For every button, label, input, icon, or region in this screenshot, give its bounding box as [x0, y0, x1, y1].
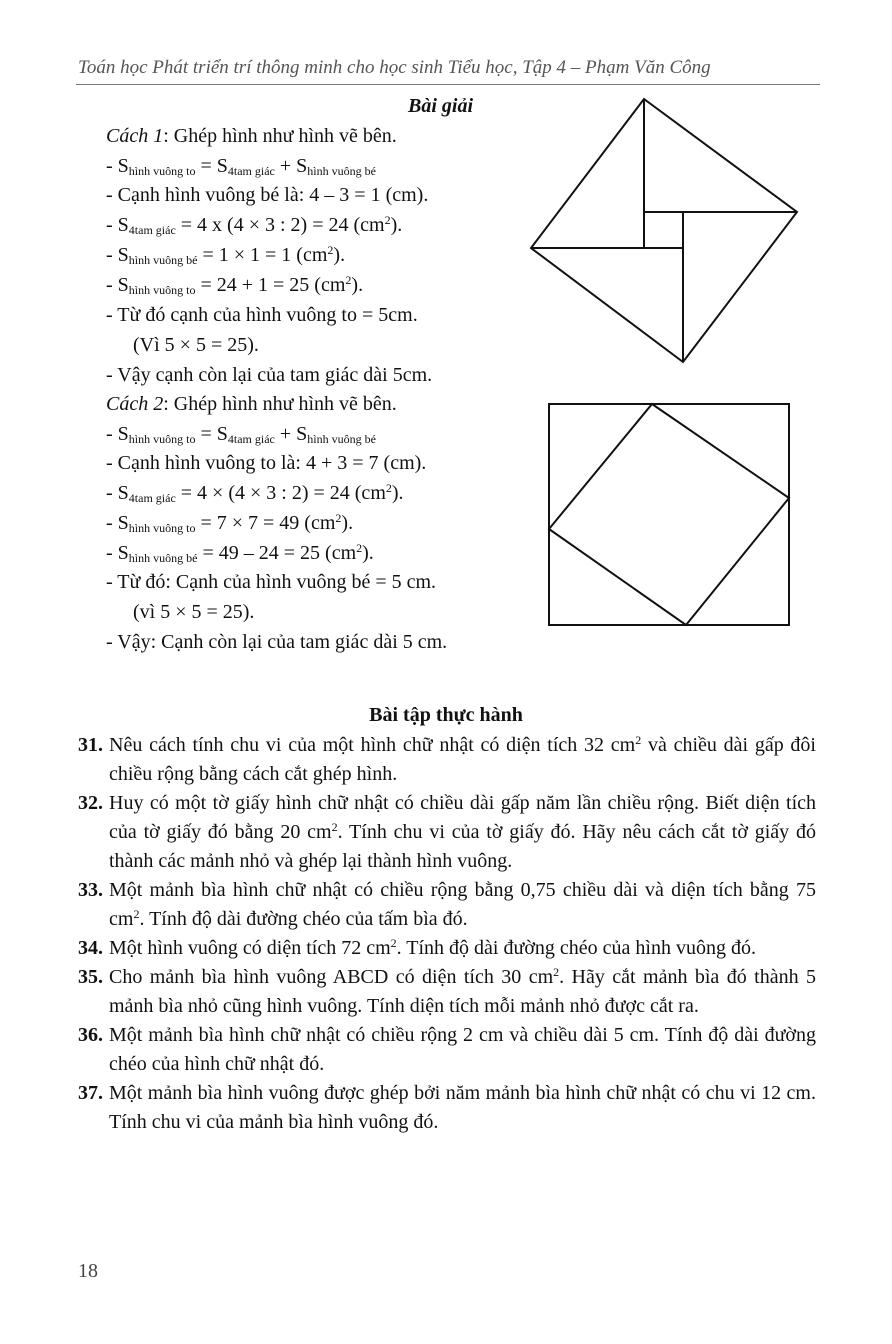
text: ). [390, 214, 403, 236]
subscript: hình vuông to [128, 283, 196, 297]
text: ). [341, 512, 354, 534]
text: - S [106, 482, 129, 504]
text: ). [351, 274, 364, 296]
text: = 24 + 1 = 25 (cm [195, 274, 346, 296]
figure-method2 [540, 395, 800, 635]
subscript: 4tam giác [128, 223, 176, 237]
text: . Tính độ dài đường chéo của tấm bìa đó. [139, 908, 468, 930]
method1-label: Cách 1 [106, 125, 164, 147]
method2-line5 [106, 541, 374, 565]
exercise-number: 37. [78, 1082, 103, 1104]
superscript: 2 [133, 907, 140, 921]
text: - S [106, 244, 129, 266]
subscript: hình vuông to [128, 164, 196, 178]
small-square [644, 212, 683, 248]
big-square-outline [531, 99, 797, 362]
subscript: hình vuông to [128, 432, 196, 446]
superscript: 2 [345, 273, 352, 287]
text: Huy có một tờ giấy hình chữ nhật có chiều dài gấp năm lần chiều rộng. Biết diện tích của tờ giấy đó bằng 20 cm [109, 792, 816, 843]
exercise-text [109, 789, 816, 876]
figure-method1 [520, 90, 810, 370]
exercise-item [78, 963, 816, 1021]
method1-line6: - Từ đó cạnh của hình vuông to = 5cm. [106, 304, 418, 326]
text: - S [106, 512, 129, 534]
text: = S [195, 155, 228, 177]
text: ). [362, 542, 374, 564]
superscript: 2 [385, 481, 392, 495]
outer-square [549, 404, 789, 625]
exercise-item [78, 934, 816, 963]
exercise-text [109, 1021, 816, 1079]
text: = 7 × 7 = 49 (cm [195, 512, 336, 534]
text: - S [106, 542, 129, 564]
subscript: hình vuông bé [307, 432, 376, 446]
method1-line5 [106, 273, 363, 297]
method2-line4 [106, 511, 353, 535]
superscript: 2 [327, 243, 334, 257]
method1-line3 [106, 213, 402, 237]
solution-title: Bài giải [408, 95, 474, 117]
exercise-list [78, 731, 816, 1137]
method2-line6: - Từ đó: Cạnh của hình vuông bé = 5 cm. [106, 571, 437, 593]
superscript: 2 [553, 965, 560, 979]
method2-intro-text: : Ghép hình như hình vẽ bên. [163, 393, 397, 415]
method1-line7: (Vì 5 × 5 = 25). [133, 334, 259, 356]
text: + S [274, 155, 308, 177]
text: Một mảnh bìa hình vuông được ghép bởi năm mảnh bìa hình chữ nhật có chu vi 12 cm. Tính chu vi của mảnh bìa hình vuông đó. [109, 1082, 816, 1133]
exercise-item [78, 1079, 816, 1137]
method1-intro-text: : Ghép hình như hình vẽ bên. [163, 125, 397, 147]
superscript: 2 [356, 541, 363, 555]
text: . Hãy cắt mảnh bìa đó thành 5 mảnh bìa nhỏ cũng hình vuông. Tính diện tích mỗi mảnh nhỏ được cắt ra. [109, 966, 816, 1017]
method1-line1 [106, 154, 376, 178]
exercise-item [78, 876, 816, 934]
superscript: 2 [384, 213, 391, 227]
exercise-item [78, 731, 816, 789]
text: . Tính chu vi của tờ giấy đó. Hãy nêu cách cắt tờ giấy đó thành các mảnh nhỏ và ghép lại thành hình vuông. [109, 821, 816, 872]
header-rule [76, 84, 820, 85]
text: Nêu cách tính chu vi của một hình chữ nhật có diện tích 32 cm [109, 734, 636, 756]
text: - S [106, 274, 129, 296]
subscript: 4tam giác [128, 491, 176, 505]
exercise-number: 32. [78, 792, 103, 814]
exercise-number: 33. [78, 879, 103, 901]
method1-line2: - Cạnh hình vuông bé là: 4 – 3 = 1 (cm). [106, 184, 429, 206]
subscript: hình vuông bé [307, 164, 376, 178]
exercise-text [109, 731, 816, 789]
text: = 49 – 24 = 25 (cm [197, 542, 357, 564]
page-number: 18 [78, 1260, 98, 1282]
text: = S [195, 423, 228, 445]
text: ). [391, 482, 404, 504]
subscript: hình vuông to [128, 521, 196, 535]
exercise-number: 35. [78, 966, 103, 988]
method2-line2: - Cạnh hình vuông to là: 4 + 3 = 7 (cm). [106, 452, 427, 474]
subscript: hình vuông bé [128, 551, 198, 565]
text: - S [106, 214, 129, 236]
text: . Tính độ dài đường chéo của hình vuông đó. [396, 937, 756, 959]
exercise-text [109, 934, 816, 963]
exercise-item [78, 789, 816, 876]
method2-label: Cách 2 [106, 393, 164, 415]
exercise-number: 31. [78, 734, 103, 756]
text: Một mảnh bìa hình chữ nhật có chiều rộng 2 cm và chiều dài 5 cm. Tính độ dài đường chéo của hình chữ nhật đó. [109, 1024, 816, 1075]
method2-line1 [106, 422, 376, 446]
exercise-text [109, 876, 816, 934]
method2-line3 [106, 481, 404, 505]
text: Một mảnh bìa hình chữ nhật có chiều rộng bằng 0,75 chiều dài và diện tích bằng 75 cm [109, 879, 816, 930]
text: = 4 x (4 × 3 : 2) = 24 (cm [175, 214, 385, 236]
exercise-item [78, 1021, 816, 1079]
inner-tilted-square [549, 404, 789, 625]
exercise-text [109, 1079, 816, 1137]
subscript: hình vuông bé [128, 253, 198, 267]
text: + S [274, 423, 308, 445]
subscript: 4tam giác [227, 432, 275, 446]
text: - S [106, 155, 129, 177]
exercise-number: 36. [78, 1024, 103, 1046]
method2-line7: (vì 5 × 5 = 25). [133, 601, 255, 623]
running-header: Toán học Phát triển trí thông minh cho học sinh Tiểu học, Tập 4 – Phạm Văn Công [78, 57, 711, 78]
method1-line8: - Vậy cạnh còn lại của tam giác dài 5cm. [106, 364, 433, 386]
exercise-number: 34. [78, 937, 103, 959]
method1-line4 [106, 243, 345, 267]
method2-intro [106, 392, 397, 416]
text: Cho mảnh bìa hình vuông ABCD có diện tích 30 cm [109, 966, 554, 988]
method2-line8: - Vậy: Cạnh còn lại của tam giác dài 5 cm. [106, 631, 448, 653]
text: ). [333, 244, 346, 266]
superscript: 2 [335, 511, 342, 525]
text: và chiều dài gấp đôi chiều rộng bằng cách cắt ghép hình. [109, 734, 816, 785]
text: = 1 × 1 = 1 (cm [197, 244, 328, 266]
subscript: 4tam giác [227, 164, 275, 178]
superscript: 2 [390, 936, 397, 950]
method1-intro [106, 124, 397, 148]
text: - S [106, 423, 129, 445]
practice-title: Bài tập thực hành [369, 704, 523, 726]
superscript: 2 [635, 733, 642, 747]
text: Một hình vuông có diện tích 72 cm [109, 937, 391, 959]
text: = 4 × (4 × 3 : 2) = 24 (cm [175, 482, 386, 504]
superscript: 2 [331, 820, 338, 834]
exercise-text [109, 963, 816, 1021]
